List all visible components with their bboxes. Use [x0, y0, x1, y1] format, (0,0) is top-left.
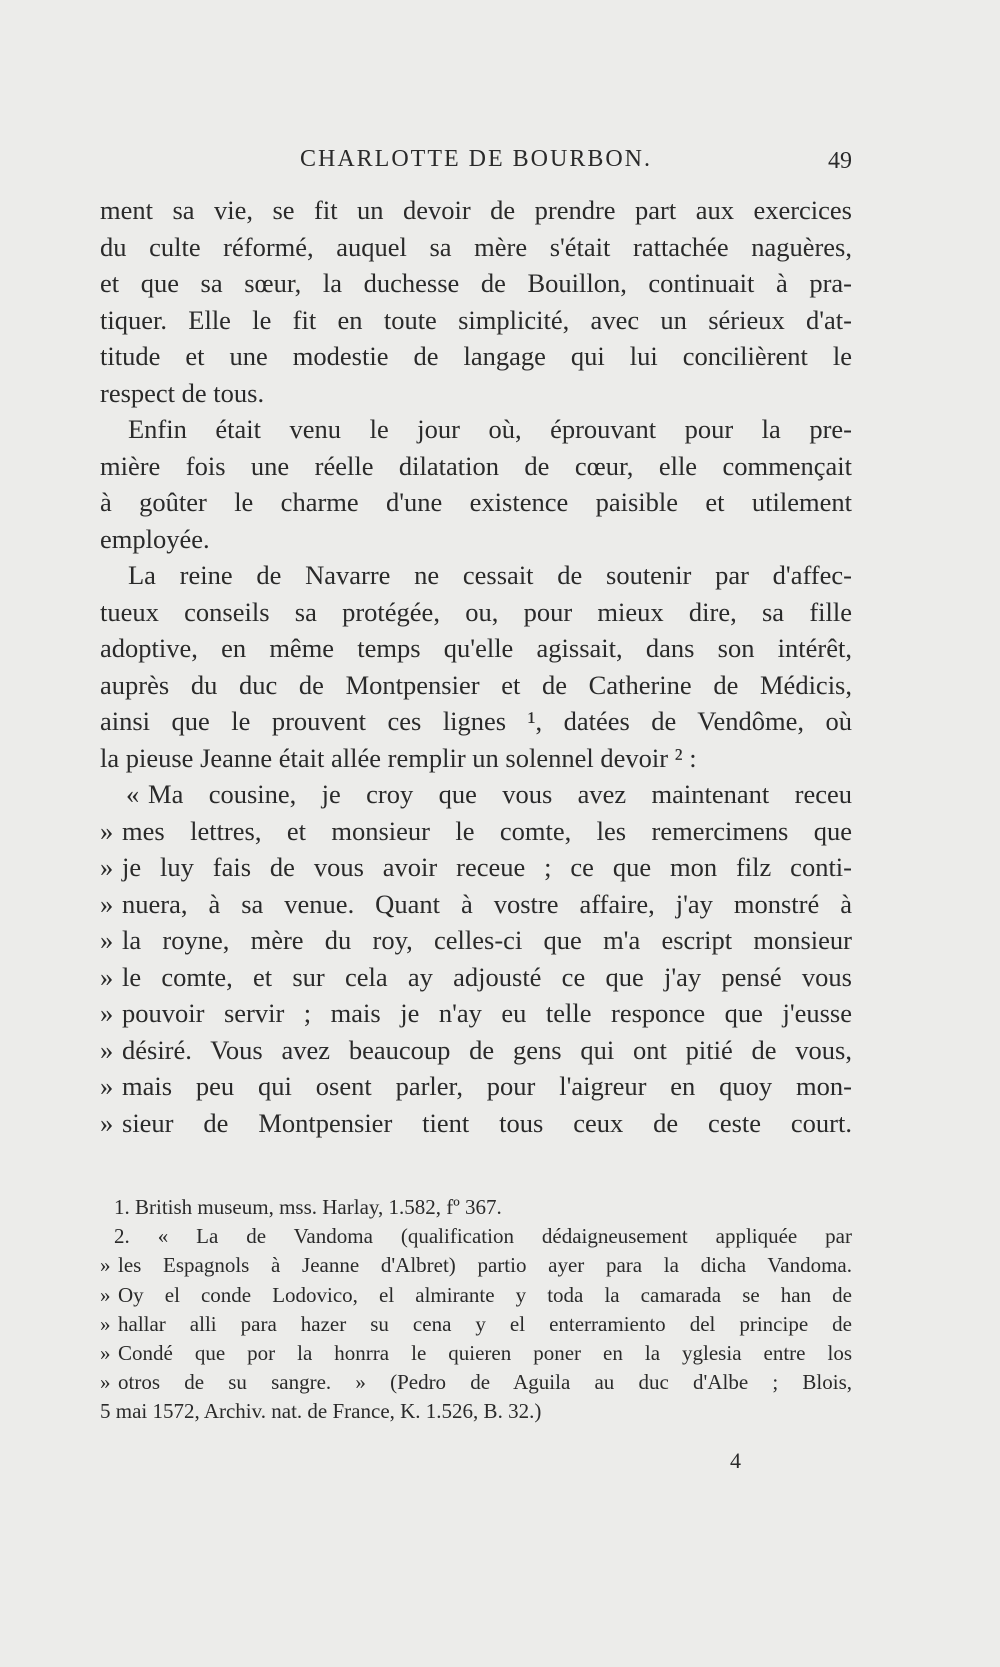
quote-line — [100, 1032, 852, 1069]
quote-line-mark: » — [100, 1107, 114, 1138]
quote-line — [100, 886, 852, 923]
quote-line — [100, 959, 852, 996]
text-line: ainsi que le prouvent ces lignes ¹, datées de Vendôme, où — [100, 706, 852, 736]
quote-line — [100, 849, 852, 886]
footnote-line — [100, 1281, 852, 1310]
text-line: mière fois une réelle dilatation de cœur, elle commençait — [100, 450, 852, 481]
quote-line-mark: » — [100, 815, 114, 846]
quote-line — [100, 776, 852, 813]
quote-line-mark: » — [100, 925, 114, 955]
quote-line-mark: » — [100, 961, 114, 992]
text-line: à goûter le charme d'une existence paisible et utilement — [100, 487, 852, 517]
text-line: tiquer. Elle le fit en toute simplicité, avec un sérieux d'at- — [100, 304, 852, 335]
quote-line-mark: » — [100, 1282, 111, 1307]
text-line: la pieuse Jeanne était allée remplir un solennel devoir ² : — [100, 742, 697, 773]
page-number: 49 — [828, 148, 852, 174]
quote-text: je luy fais de vous avoir receue ; ce que mon filz conti- — [122, 852, 852, 882]
footnote-text: Condé que por la honrra le quieren poner en la yglesia entre los — [118, 1341, 852, 1366]
quote-line — [100, 1068, 852, 1105]
page-header — [100, 142, 852, 178]
quote-line-mark: » — [100, 1311, 111, 1336]
quote-line — [100, 813, 852, 850]
quote-text: mais peu qui osent parler, pour l'aigreur en quoy mon- — [122, 1071, 852, 1101]
footnote-1: 1. British museum, mss. Harlay, 1.582, fº 367. — [114, 1195, 502, 1219]
paragraph-3 — [100, 557, 852, 776]
signature-mark: 4 — [730, 1448, 741, 1473]
quote-text: Ma cousine, je croy que vous avez maintenant receu — [148, 779, 852, 809]
text-line: et que sa sœur, la duchesse de Bouillon, continuait à pra- — [100, 268, 852, 298]
text-line: adoptive, en même temps qu'elle agissait, dans son intérêt, — [100, 633, 852, 663]
text-line: respect de tous. — [100, 377, 265, 408]
quote-line — [100, 1105, 852, 1142]
footnotes — [100, 1193, 852, 1427]
quote-text: mes lettres, et monsieur le comte, les remercimens que — [122, 815, 852, 846]
quote-line-mark: » — [100, 888, 114, 919]
text-line: titude et une modestie de langage qui lui concilièrent le — [100, 341, 852, 371]
text-line: auprès du duc de Montpensier et de Catherine de Médicis, — [100, 669, 852, 700]
text-line: tueux conseils sa protégée, ou, pour mieux dire, sa fille — [100, 596, 852, 627]
quote-text: sieur de Montpensier tient tous ceux de ceste court. — [122, 1107, 852, 1138]
footnote-line — [100, 1310, 852, 1339]
footnote-text: les Espagnols à Jeanne d'Albret) partio ayer para la dicha Vandoma. — [118, 1253, 852, 1278]
paragraph-2 — [100, 411, 852, 557]
quote-line-mark: » — [100, 852, 114, 882]
quote-line-mark: » — [100, 1341, 111, 1366]
text-line: ment sa vie, se fit un devoir de prendre part aux exercices — [100, 195, 852, 225]
quote-line-mark: » — [100, 1034, 114, 1065]
paragraph-1 — [100, 192, 852, 411]
quote-text: nuera, à sa venue. Quant à vostre affaire, j'ay monstré à — [122, 888, 852, 919]
quote-text: pouvoir servir ; mais je n'ay eu telle responce que j'eusse — [122, 998, 852, 1028]
quote-line — [100, 995, 852, 1032]
quote-open-mark: « — [126, 779, 140, 809]
footnote-text: otros de su sangre. » (Pedro de Aguila au duc d'Albe ; Blois, — [118, 1370, 852, 1395]
text-line: Enfin était venu le jour où, éprouvant pour la pre- — [128, 414, 852, 444]
running-title: CHARLOTTE DE BOURBON. — [300, 146, 652, 172]
quote-line-mark: » — [100, 1253, 111, 1278]
body-text — [100, 192, 852, 1141]
footnote-line — [100, 1251, 852, 1280]
quote-line — [100, 922, 852, 959]
text-line: La reine de Navarre ne cessait de soutenir par d'affec- — [128, 560, 852, 590]
text-line: employée. — [100, 523, 210, 554]
footnote-text: hallar alli para hazer su cena y el enterramiento del principe de — [118, 1311, 852, 1336]
quote-line-mark: » — [100, 1370, 111, 1395]
footnote-2-first-line: 2. « La de Vandoma (qualification dédaigneusement appliquée par — [114, 1224, 852, 1249]
footnote-line — [100, 1368, 852, 1397]
footnote-last-line: 5 mai 1572, Archiv. nat. de France, K. 1.526, B. 32.) — [100, 1399, 542, 1424]
quote-line-mark: » — [100, 1071, 114, 1101]
quote-text: désiré. Vous avez beaucoup de gens qui ont pitié de vous, — [122, 1034, 852, 1065]
text-line: du culte réformé, auquel sa mère s'était rattachée naguères, — [100, 231, 852, 262]
quote-text: le comte, et sur cela ay adjousté ce que j'ay pensé vous — [122, 961, 852, 992]
footnote-line — [100, 1339, 852, 1368]
quote-text: la royne, mère du roy, celles-ci que m'a escript monsieur — [122, 925, 852, 955]
letter-quote — [100, 776, 852, 1141]
footnote-text: Oy el conde Lodovico, el almirante y toda la camarada se han de — [118, 1282, 852, 1307]
quote-line-mark: » — [100, 998, 114, 1028]
